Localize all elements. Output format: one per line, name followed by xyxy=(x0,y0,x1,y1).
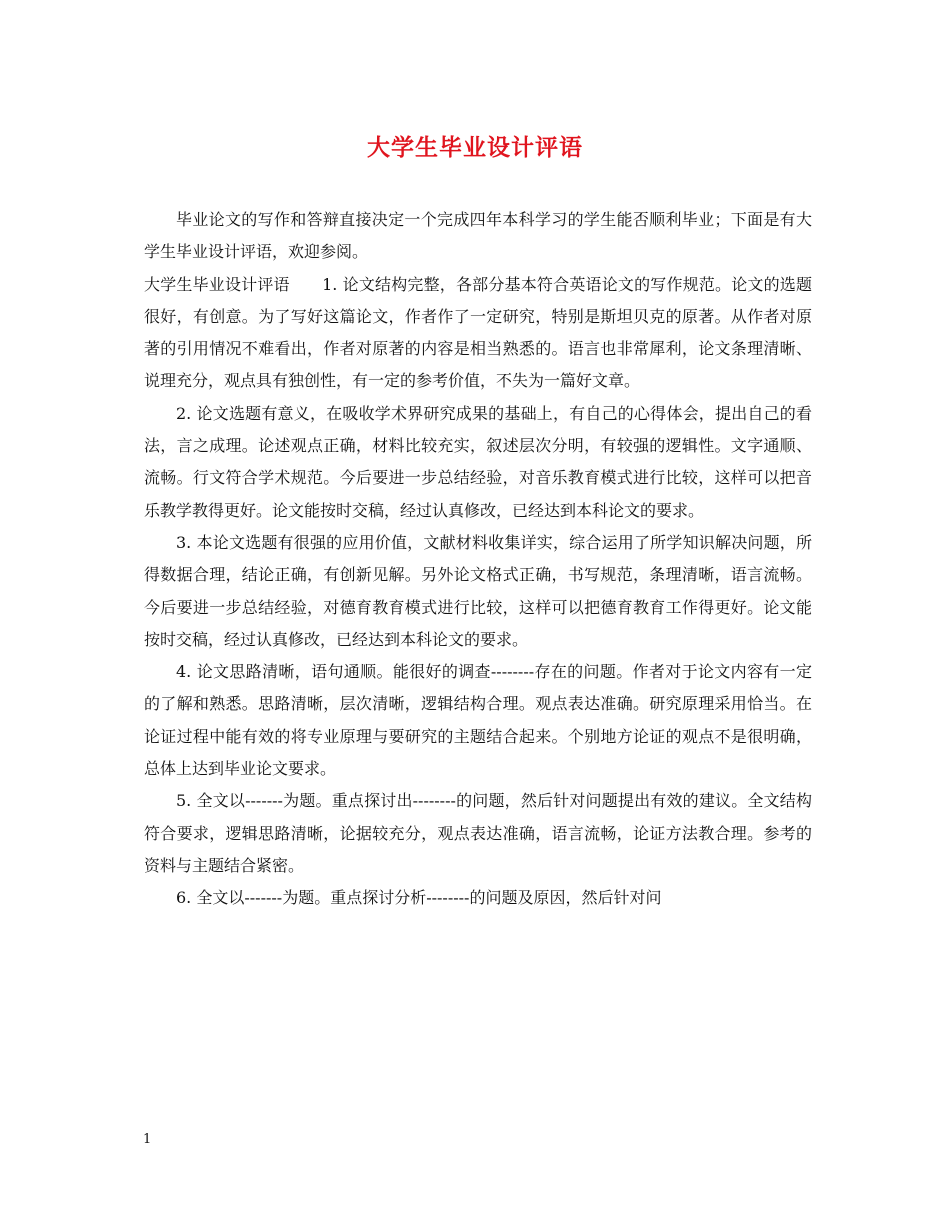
document-title: 大学生毕业设计评语 xyxy=(367,135,583,161)
page-number: 1 xyxy=(143,1132,152,1147)
paragraph-comment-3: 3. 本论文选题有很强的应用价值，文献材料收集详实，综合运用了所学知识解决问题，所得数据合理，结论正确，有创新见解。另外论文格式正确，书写规范，条理清晰，语言流畅。今后要进一步总结经验，对德育教育模式进行比较，这样可以把德育教育工作得更好。论文能按时交稿，经过认真修改，已经达到本科论文的要求。 xyxy=(144,532,812,649)
paragraph-comment-5: 5. 全文以-------为题。重点探讨出--------的问题，然后针对问题提出有效的建议。全文结构符合要求，逻辑思路清晰，论据较充分，观点表达准确，语言流畅，论证方法教合理。参考的资料与主题结合紧密。 xyxy=(144,791,812,875)
paragraph-comment-2: 2. 论文选题有意义，在吸收学术界研究成果的基础上，有自己的心得体会，提出自己的看法，言之成理。论述观点正确，材料比较充实，叙述层次分明，有较强的逻辑性。文字通顺、流畅。行文符合学术规范。今后要进一步总结经验，对音乐教育模式进行比较，这样可以把音乐教学教得更好。论文能按时交稿，经过认真修改，已经达到本科论文的要求。 xyxy=(144,403,812,520)
paragraph-comment-1: 大学生毕业设计评语 1. 论文结构完整，各部分基本符合英语论文的写作规范。论文的选题很好，有创意。为了写好这篇论文，作者作了一定研究，特别是斯坦贝克的原著。从作者对原著的引用情况不难看出，作者对原著的内容是相当熟悉的。语言也非常犀利，论文条理清晰、说理充分，观点具有独创性，有一定的参考价值，不失为一篇好文章。 xyxy=(144,274,812,391)
document-body xyxy=(144,204,812,915)
paragraph-comment-4: 4. 论文思路清晰，语句通顺。能很好的调查--------存在的问题。作者对于论文内容有一定的了解和熟悉。思路清晰，层次清晰，逻辑结构合理。观点表达准确。研究原理采用恰当。在论证过程中能有效的将专业原理与要研究的主题结合起来。个别地方论证的观点不是很明确，总体上达到毕业论文要求。 xyxy=(144,662,812,779)
paragraph-comment-6: 6. 全文以-------为题。重点探讨分析--------的问题及原因，然后针对问 xyxy=(176,888,662,908)
paragraph-intro: 毕业论文的写作和答辩直接决定一个完成四年本科学习的学生能否顺利毕业；下面是有大学生毕业设计评语，欢迎参阅。 xyxy=(144,210,812,262)
